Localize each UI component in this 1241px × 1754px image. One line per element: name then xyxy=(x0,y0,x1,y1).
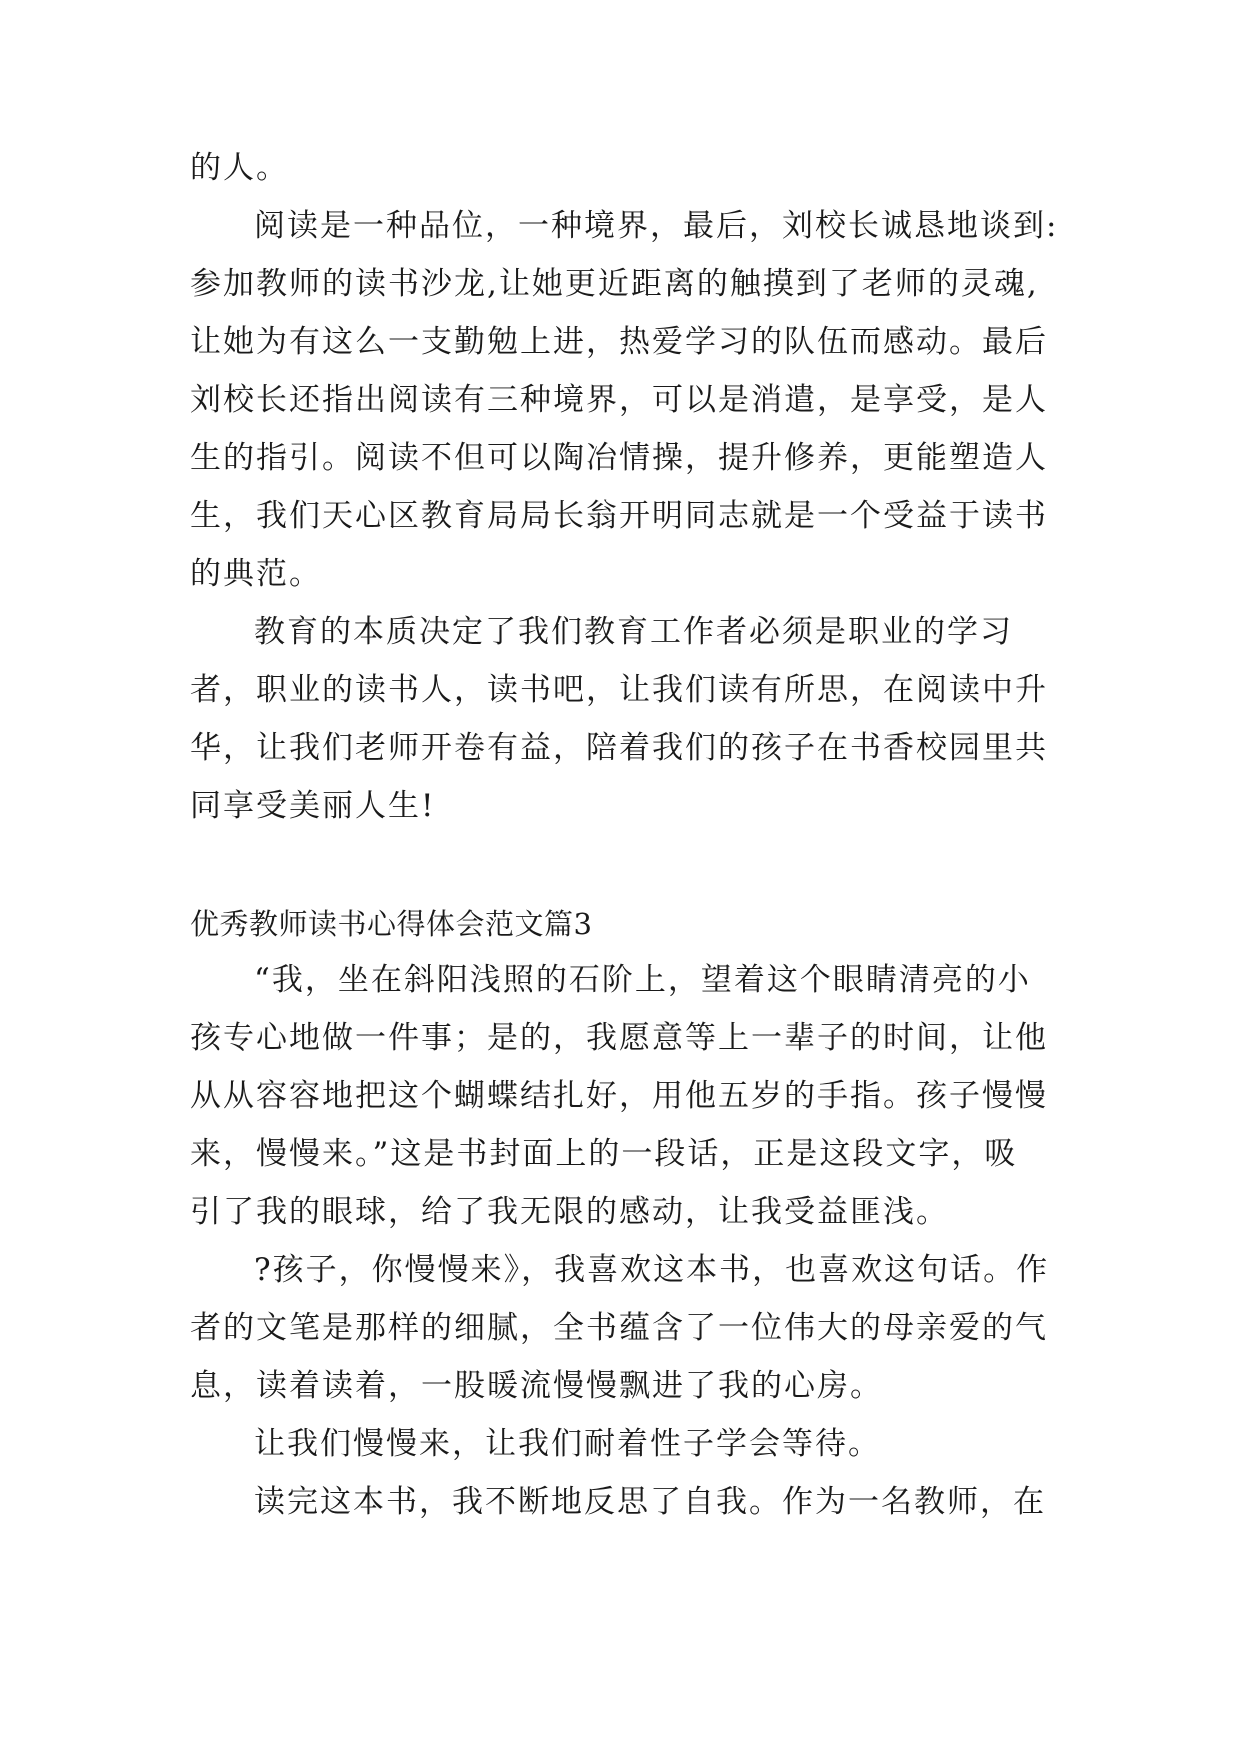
text-line: 来，慢慢来。”这是书封面上的一段话，正是这段文字，吸 xyxy=(190,1136,1018,1172)
section-heading: 优秀教师读书心得体会范文篇3 xyxy=(190,907,593,941)
text-line: 教育的本质决定了我们教育工作者必须是职业的学习 xyxy=(254,614,1013,650)
text-line: 让她为有这么一支勤勉上进，热爱学习的队伍而感动。最后 xyxy=(190,324,1048,360)
text-line: 让我们慢慢来，让我们耐着性子学会等待。 xyxy=(254,1426,881,1462)
text-line: 的人。 xyxy=(190,150,289,186)
text-line: 读完这本书，我不断地反思了自我。作为一名教师，在 xyxy=(254,1484,1046,1520)
text-line: 同享受美丽人生! xyxy=(190,788,436,824)
text-line: 华，让我们老师开卷有益，陪着我们的孩子在书香校园里共 xyxy=(190,730,1048,766)
text-line: 刘校长还指出阅读有三种境界，可以是消遣，是享受，是人 xyxy=(190,382,1048,418)
text-line: 生，我们天心区教育局局长翁开明同志就是一个受益于读书 xyxy=(190,498,1048,534)
text-line: 引了我的眼球，给了我无限的感动，让我受益匪浅。 xyxy=(190,1194,949,1230)
text-line: “我，坐在斜阳浅照的石阶上，望着这个眼睛清亮的小 xyxy=(254,962,1031,998)
text-line: 生的指引。阅读不但可以陶冶情操，提升修养，更能塑造人 xyxy=(190,440,1048,476)
text-line: 者的文笔是那样的细腻，全书蕴含了一位伟大的母亲爱的气 xyxy=(190,1310,1048,1346)
text-line: 从从容容地把这个蝴蝶结扎好，用他五岁的手指。孩子慢慢 xyxy=(190,1078,1048,1114)
text-line: 的典范。 xyxy=(190,556,322,592)
text-line: 孩专心地做一件事；是的，我愿意等上一辈子的时间，让他 xyxy=(190,1020,1048,1056)
text-line: 者，职业的读书人，读书吧，让我们读有所思，在阅读中升 xyxy=(190,672,1048,708)
text-line: 阅读是一种品位，一种境界，最后，刘校长诚恳地谈到: xyxy=(254,208,1059,244)
text-line: 息，读着读着，一股暖流慢慢飘进了我的心房。 xyxy=(190,1368,883,1404)
text-line: ?孩子，你慢慢来》，我喜欢这本书，也喜欢这句话。作 xyxy=(254,1252,1050,1288)
text-line: 参加教师的读书沙龙,让她更近距离的触摸到了老师的灵魂, xyxy=(190,266,1039,302)
